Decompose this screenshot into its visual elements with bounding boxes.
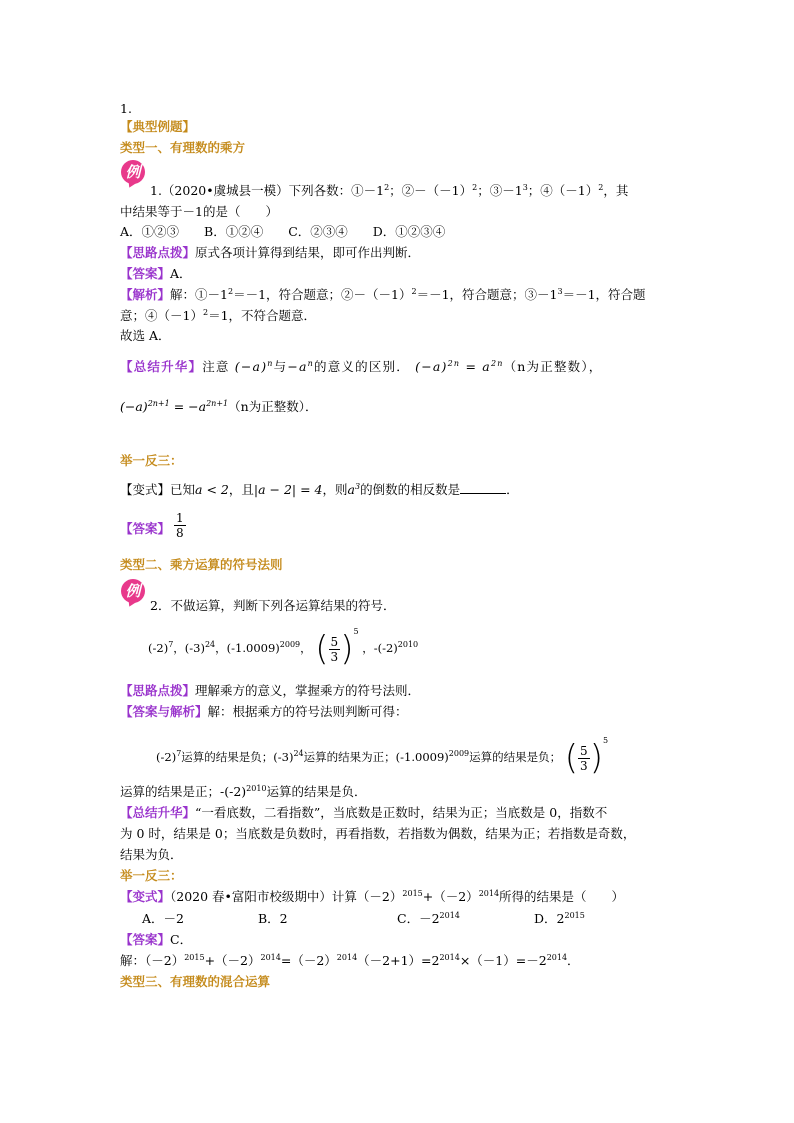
answer-blank — [460, 481, 506, 494]
answer-1: 【答案】A． — [120, 266, 192, 281]
analysis-1-line2: 意；$④(-1)^2=1$，不符合题意． — [120, 307, 317, 323]
hint-2: 【思路点拨】理解乘方的意义，掌握乘方的符号法则． — [120, 683, 421, 698]
practice-title-2: 举一反三： — [120, 868, 183, 883]
variant-2-opt-c: C．$-2^{2014}$ — [397, 910, 460, 926]
variant-1: 【变式】已知a < 2，且|a − 2| = 4，则$a^3$的倒数的相反数是 ． — [120, 481, 519, 497]
hint-1: 【思路点拨】原式各项计算得到结果，即可作出判断． — [120, 245, 421, 260]
summary-2-line3: 结果为负． — [120, 847, 183, 862]
analysis-1-line3: 故选 A． — [120, 328, 171, 343]
question-2: 2．不做运算，判断下列各运算结果的符号． — [150, 598, 396, 613]
summary-2: 【总结升华】“一看底数，二看指数”，当底数是正数时，结果为正；当底数是 0，指数不 — [120, 805, 608, 820]
variant-2-opt-b: B．2 — [258, 911, 288, 926]
answer-2-line2: 运算的结果是正；$-(-2)^{2010}$运算的结果是负． — [120, 783, 367, 799]
summary-1-line2: $(-a)^{2n+1} = -a^{2n+1}(n$为正整数）． — [120, 398, 318, 414]
analysis-1: 【解析】解：$①-1^2=-1$，符合题意；$②-(-1)^2=-1$，符合题意；$③-1^3=-1$，符合题 — [120, 286, 646, 302]
question-1-line2: 中结果等于－1的是（ ） — [120, 204, 278, 219]
question-2-expressions: $(-2)^7$，$(-3)^{24}$，$(-1.0009)^{2009}$， ( $\frac{5}{3}$ )$^5$ ，$-(-2)^{2010}$ — [148, 627, 419, 669]
practice-title-1: 举一反三： — [120, 453, 183, 468]
type3-title: 类型三、有理数的混合运算 — [120, 974, 271, 989]
type1-title: 类型一、有理数的乘方 — [120, 140, 246, 155]
item-number: 1. — [120, 101, 132, 116]
answer-2: 【答案与解析】解：根据乘方的符号法则判断可得： — [120, 704, 408, 719]
example-badge-icon: 例 — [121, 160, 145, 184]
variant-2-opt-a: A．－2 — [142, 911, 184, 926]
answer-2-results: $(-2)^7$运算的结果是负；$(-3)^{24}$运算的结果为正；$(-1.0009)^{2009}$运算的结果是负； ( $\frac{5}{3}$ )$^5$ — [156, 736, 609, 778]
section-heading: 【典型例题】 — [120, 119, 196, 134]
variant-2-answer: 【答案】C． — [120, 932, 193, 947]
variant-2: 【变式】（2020 春•富阳市校级期中）计算$(-2)^{2015}+(-2)^{2014}$所得的结果是（ ） — [120, 888, 625, 904]
variant-2-solution: 解：$(-2)^{2015}+(-2)^{2014}=(-2)^{2014}(-2+1)=2^{2014}\times(-1)=-2^{2014}$． — [120, 952, 580, 968]
variant-2-opt-d: D．$2^{2015}$ — [534, 910, 585, 926]
type2-title: 类型二、乘方运算的符号法则 — [120, 557, 283, 572]
variant-1-answer: 【答案】 $\frac{1}{8}$ — [120, 511, 184, 540]
question-1-options: A．①②③ B．①②④ C．②③④ D．①②③④ — [120, 224, 446, 239]
example-badge-icon: 例 — [121, 579, 145, 603]
summary-1: 【总结升华】注意 $(-a)^n$与$-a^n$的意义的区别． $(-a)^{2n} = a^{2n}(n$为正整数）， — [120, 358, 603, 374]
question-1: 1.（2020•虞城县一模）下列各数：$①-1^2$；$②-(-1)^2$；$③-1^3$；$④(-1)^2$，其 — [150, 182, 629, 198]
summary-2-line2: 为 0 时，结果是 0；当底数是负数时，再看指数，若指数为偶数，结果为正；若指数是奇数， — [120, 826, 636, 841]
